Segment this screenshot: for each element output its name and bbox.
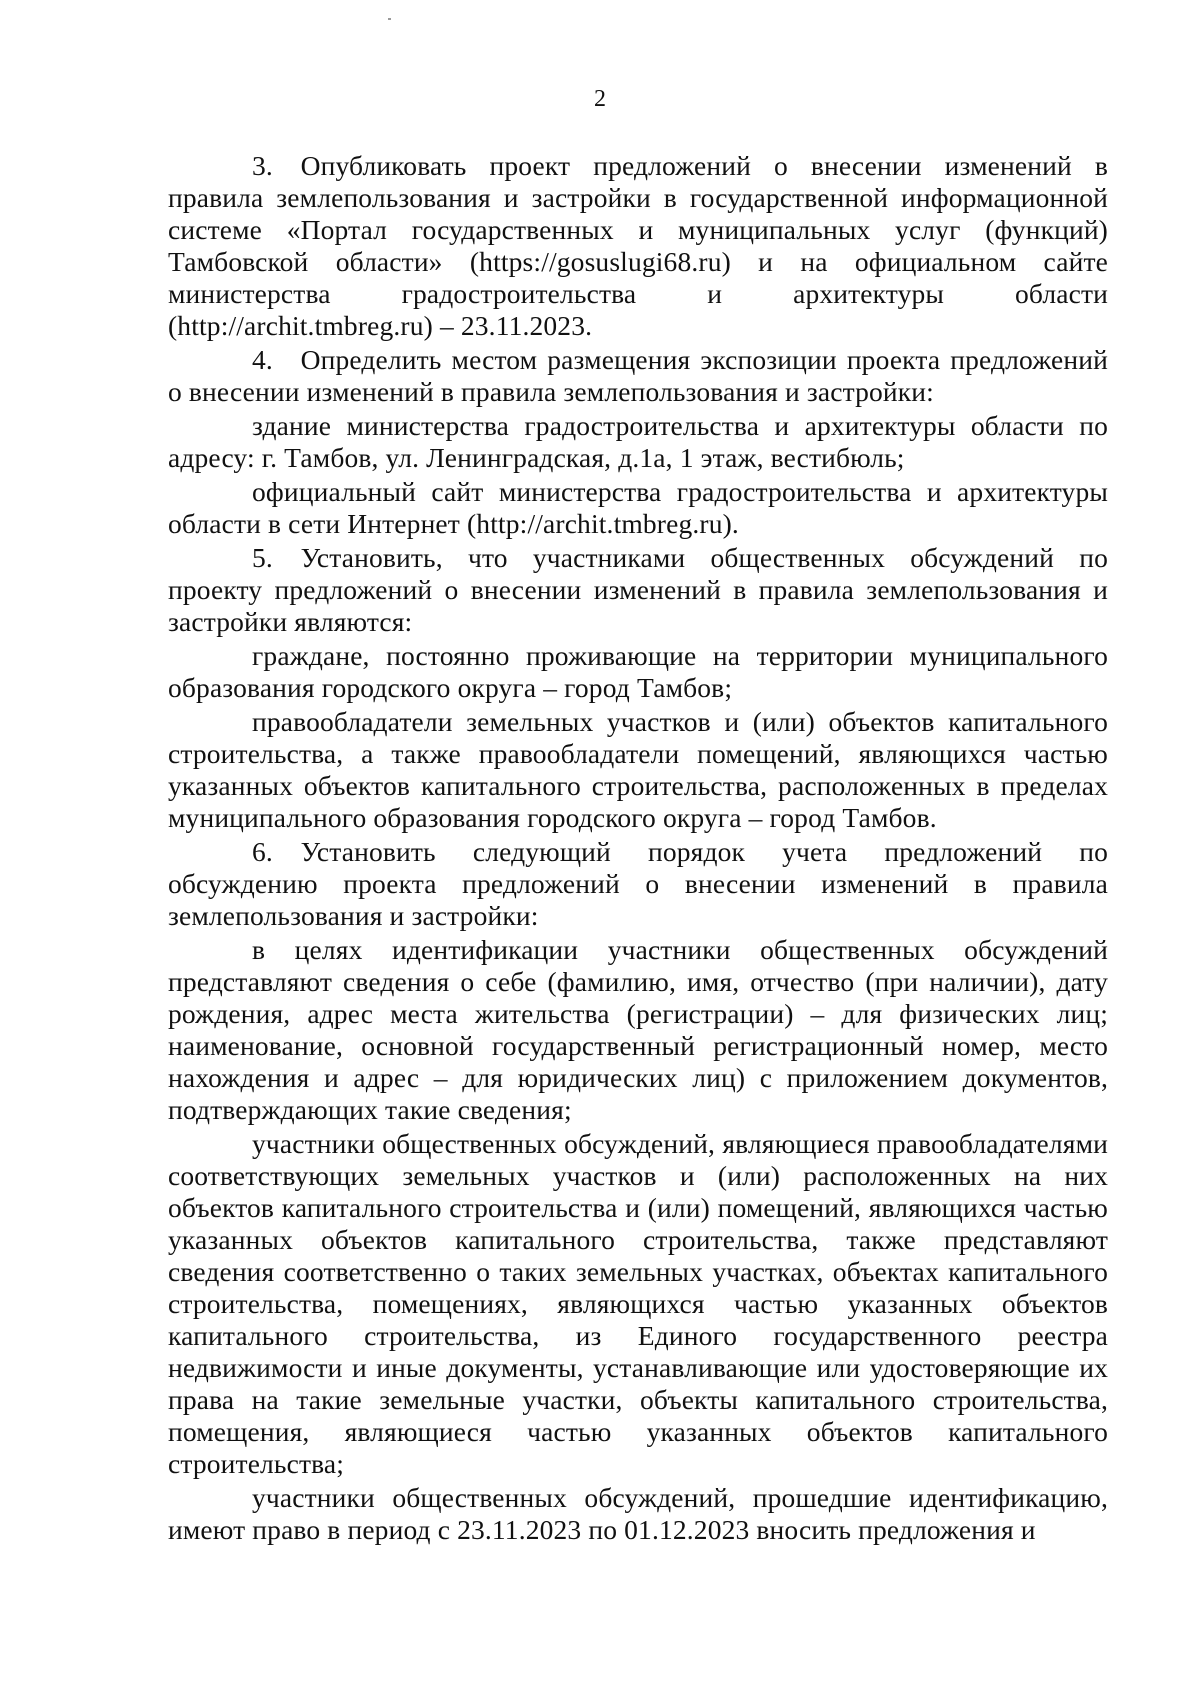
paragraph-5-participants: 5. Установить, что участниками общественных обсуждений по проекту предложений о внесении изменений в правила землепользования и застройки являются: <box>168 542 1108 637</box>
paragraph-submission-period: участники общественных обсуждений, прошедшие идентификацию, имеют право в период с 23.11.2023 по 01.12.2023 вносить предложения и <box>168 1482 1108 1545</box>
paragraph-rightholders: правообладатели земельных участков и (или) объектов капитального строительства, а также правообладатели помещений, являющихся частью указанных объектов капитального строительства, расположенных в пределах муниципального образования городского округа – город Тамбов. <box>168 706 1108 833</box>
paragraph-rightholder-participants: участники общественных обсуждений, являющиеся правообладателями соответствующих земельных участков и (или) расположенных на них объектов капитального строительства и (или) помещений, являющихся частью указанных объектов капитального строительства, также представляют сведения соответственно о таких земельных участках, объектах капитального строительства, помещениях, являющихся частью указанных объектов капитального строительства, из Единого государственного реестра недвижимости и иные документы, устанавливающие или удостоверяющие их права на такие земельные участки, объекты капитального строительства, помещения, являющиеся частью указанных объектов капитального строительства; <box>168 1128 1108 1479</box>
paragraph-identification: в целях идентификации участники общественных обсуждений представляют сведения о себе (фамилию, имя, отчество (при наличии), дату рождения, адрес места жительства (регистрации) – для физических лиц; наименование, основной государственный регистрационный номер, место нахождения и адрес – для юридических лиц) с приложением документов, подтверждающих такие сведения; <box>168 934 1108 1125</box>
paragraph-official-site: официальный сайт министерства градостроительства и архитектуры области в сети Интернет (http://archit.tmbreg.ru). <box>168 476 1108 539</box>
page-number: 2 <box>594 86 606 112</box>
paragraph-6-procedure: 6. Установить следующий порядок учета предложений по обсуждению проекта предложений о внесении изменений в правила землепользования и застройки: <box>168 836 1108 931</box>
document-body <box>168 150 1108 1548</box>
paragraph-ministry-building: здание министерства градостроительства и архитектуры области по адресу: г. Тамбов, ул. Ленинградская, д.1а, 1 этаж, вестибюль; <box>168 410 1108 473</box>
paragraph-citizens: граждане, постоянно проживающие на территории муниципального образования городского округа – город Тамбов; <box>168 640 1108 703</box>
paragraph-3-publish: 3. Опубликовать проект предложений о внесении изменений в правила землепользования и застройки в государственной информационной системе «Портал государственных и муниципальных услуг (функций) Тамбовской области» (https://gosuslugi68.ru) и на официальном сайте министерства градостроительства и архитектуры области (http://archit.tmbreg.ru) – 23.11.2023. <box>168 150 1108 341</box>
scan-speck <box>388 18 391 20</box>
paragraph-4-exposition-place: 4. Определить местом размещения экспозиции проекта предложений о внесении изменений в правила землепользования и застройки: <box>168 344 1108 407</box>
